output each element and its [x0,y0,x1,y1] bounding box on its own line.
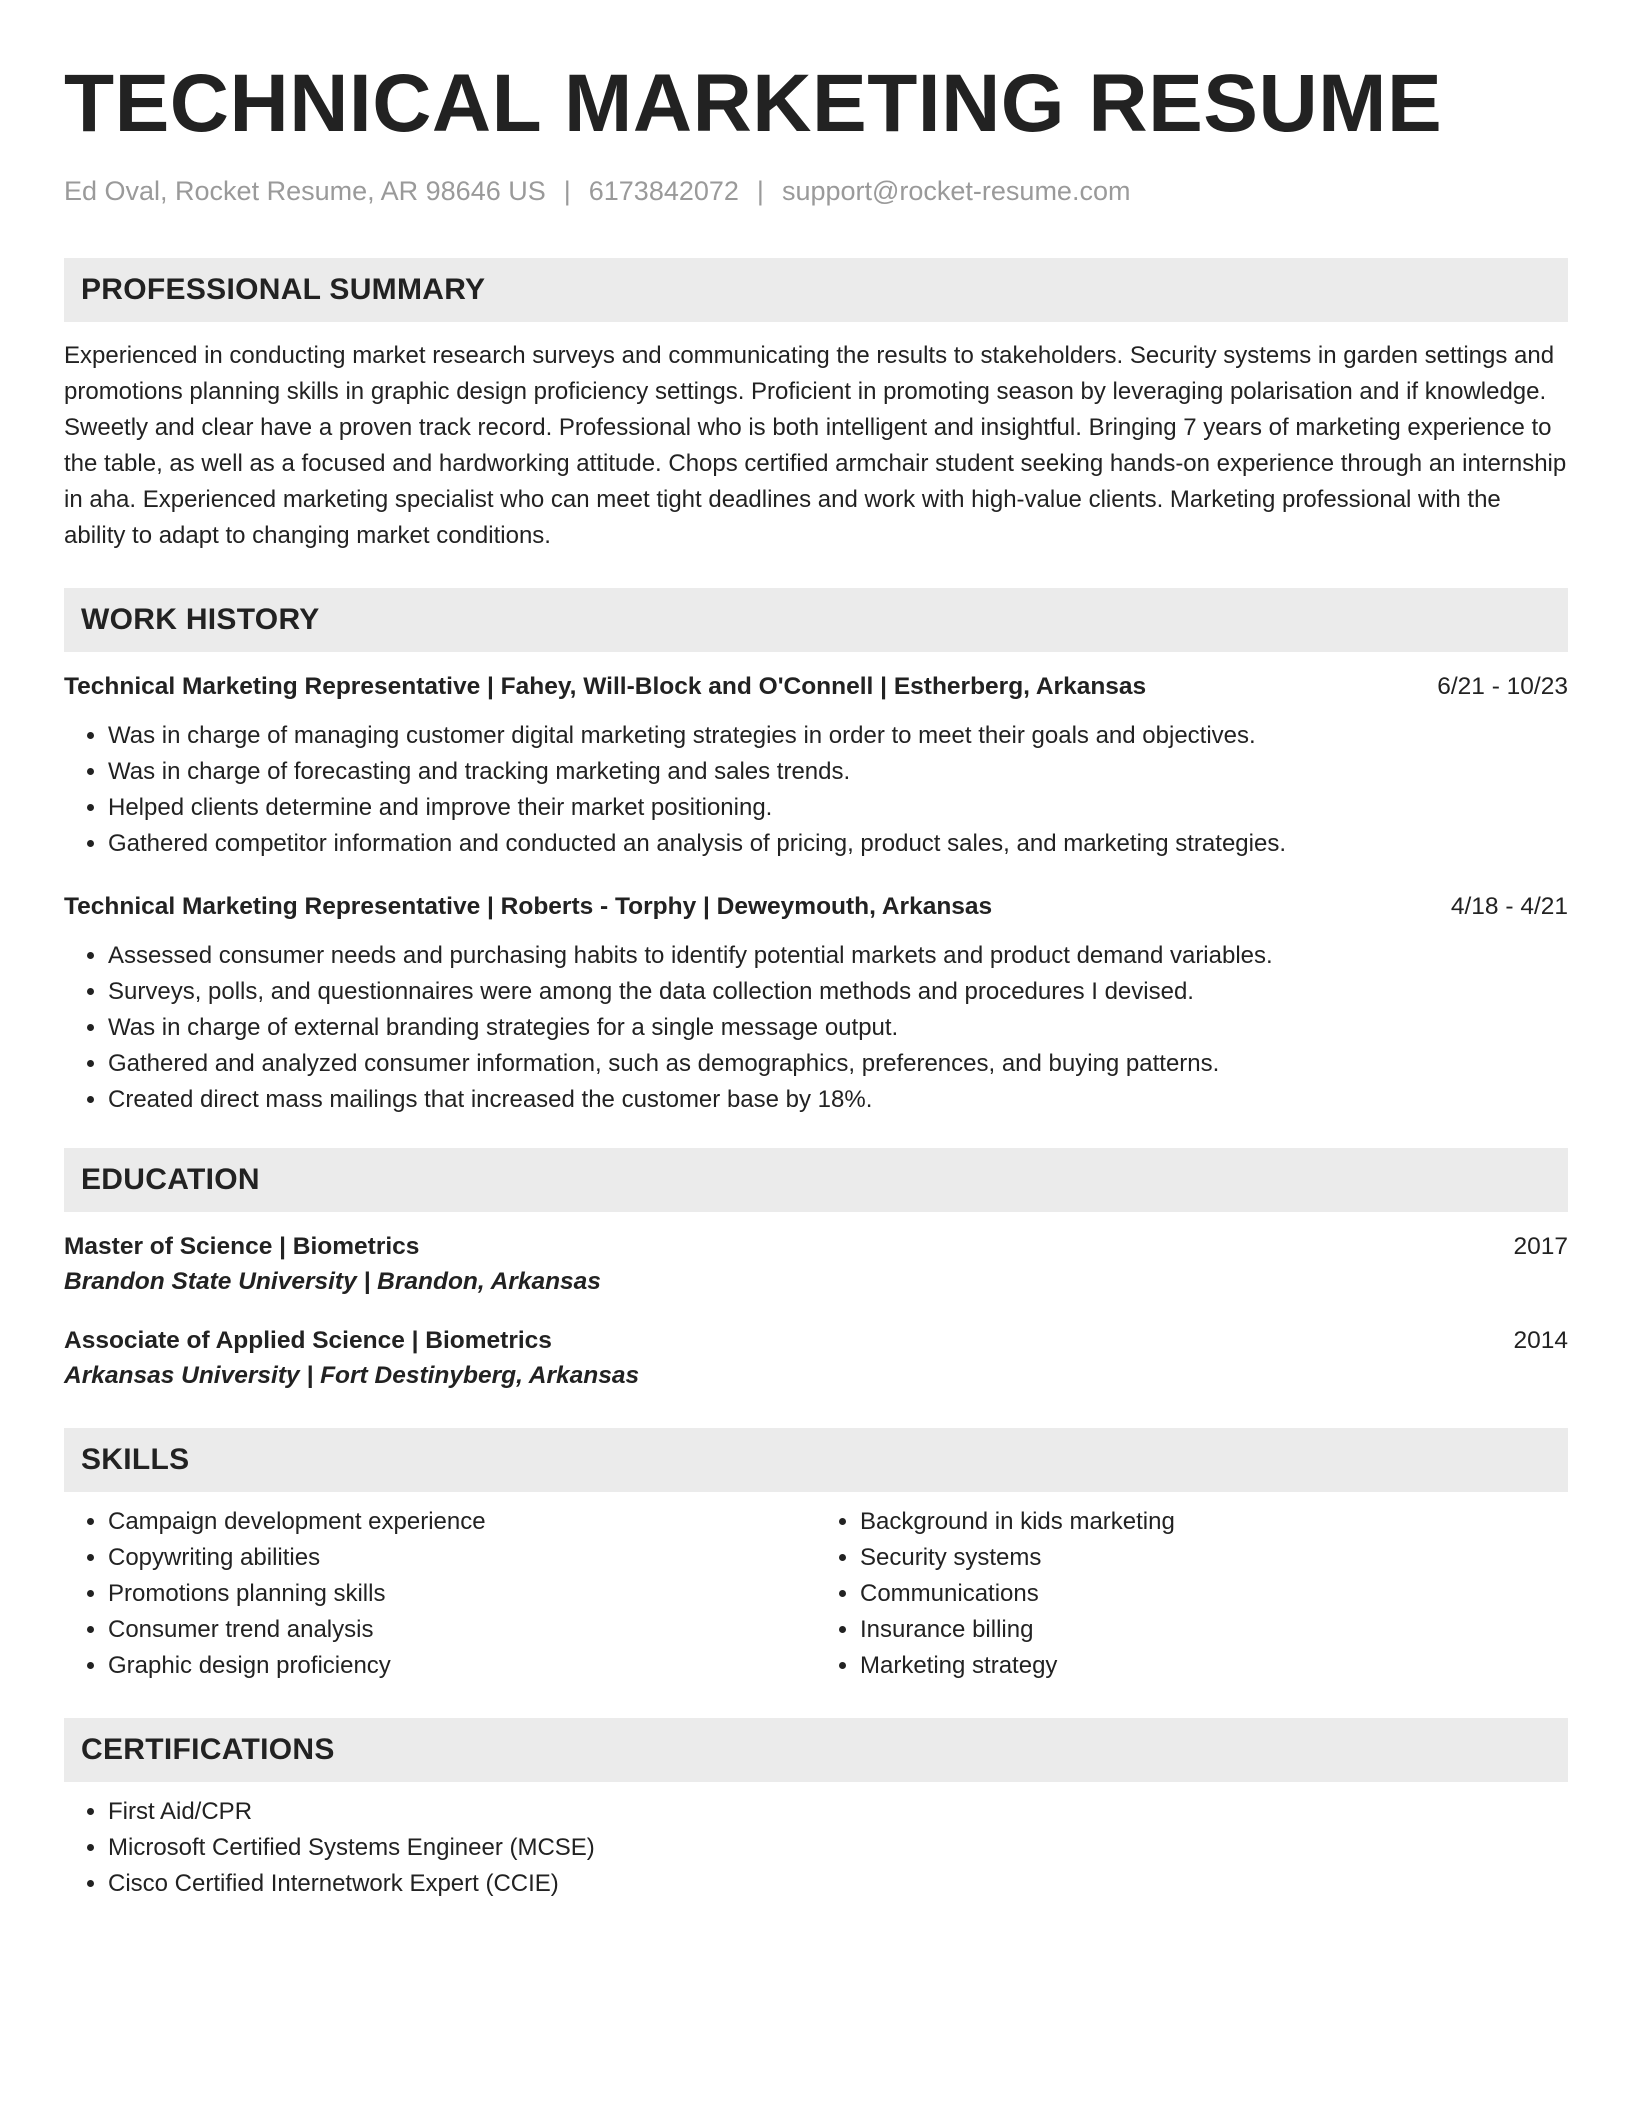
job-duty-item: • Helped clients determine and improve their market positioning. [108,790,1568,826]
job-duty-item: • Gathered competitor information and conducted an analysis of pricing, product sales, and marketing strategies. [108,826,1568,862]
contact-line [64,174,1568,208]
job-duties-list [64,718,1568,862]
education-header [64,1324,1568,1358]
education-school: Arkansas University | Fort Destinyberg, Arkansas [64,1362,640,1389]
skill-item: • Communications [860,1576,1568,1612]
education-degree: Master of Science | Biometrics [64,1233,420,1260]
skill-item: • Consumer trend analysis [108,1612,816,1648]
skills-section-header: SKILLS [64,1428,1568,1492]
contact-email: support@rocket-resume.com [781,176,1131,206]
education-year: 2017 [1513,1233,1568,1260]
contact-address: Ed Oval, Rocket Resume, AR 98646 US [64,176,546,206]
certifications-block [64,1794,1568,1902]
summary-section-header: PROFESSIONAL SUMMARY [64,258,1568,322]
job-header [64,670,1568,704]
certification-item: • First Aid/CPR [108,1794,1568,1830]
job-title-line: Technical Marketing Representative | Fahey, Will-Block and O'Connell | Estherberg, Arkansas [64,673,1147,700]
job-duty-item: • Was in charge of forecasting and tracking marketing and sales trends. [108,754,1568,790]
education-entry [64,1324,1568,1394]
job-duty-item: • Was in charge of managing customer digital marketing strategies in order to meet their goals and objectives. [108,718,1568,754]
skill-item: • Promotions planning skills [108,1576,816,1612]
summary-text: Experienced in conducting market research surveys and communicating the results to stakeholders. Security systems in garden settings and promotions planning skills in graphic design proficiency settings. Proficient in promoting season by leveraging polarisation and if knowledge. Sweetly and clear have a proven track record. Professional who is both intelligent and insightful. Bringing 7 years of marketing experience to the table, as well as a focused and hardworking attitude. Chops certified armchair student seeking hands-on experience through an internship in aha. Experienced marketing specialist who can meet tight deadlines and work with high-value clients. Marketing professional with the ability to adapt to changing market conditions. [64,342,1567,549]
education-degree: Associate of Applied Science | Biometrics [64,1327,552,1354]
certification-item: • Microsoft Certified Systems Engineer (MCSE) [108,1830,1568,1866]
skill-item: • Background in kids marketing [860,1504,1568,1540]
skill-item: • Copywriting abilities [108,1540,816,1576]
job-dates: 6/21 - 10/23 [1437,673,1568,700]
skill-item: • Graphic design proficiency [108,1648,816,1684]
education-year: 2014 [1513,1327,1568,1354]
skills-columns [64,1504,1568,1684]
education-entry [64,1230,1568,1300]
resume-title: TECHNICAL MARKETING RESUME [64,58,1443,149]
education-section-header: EDUCATION [64,1148,1568,1212]
skill-item: • Insurance billing [860,1612,1568,1648]
job-duty-item: • Assessed consumer needs and purchasing habits to identify potential markets and product demand variables. [108,938,1568,974]
job-title-line: Technical Marketing Representative | Roberts - Torphy | Deweymouth, Arkansas [64,893,993,920]
job-entry [64,890,1568,1118]
job-duty-item: • Was in charge of external branding strategies for a single message output. [108,1010,1568,1046]
certifications-section-header: CERTIFICATIONS [64,1718,1568,1782]
job-entry [64,670,1568,862]
work-history-section-header: WORK HISTORY [64,588,1568,652]
certifications-list [64,1794,1568,1902]
job-duty-item: • Gathered and analyzed consumer information, such as demographics, preferences, and buying patterns. [108,1046,1568,1082]
contact-separator: | [563,176,571,206]
skills-list-right [816,1504,1568,1684]
job-header [64,890,1568,924]
skills-list-left [64,1504,816,1684]
contact-phone: 6173842072 [588,176,739,206]
skill-item: • Security systems [860,1540,1568,1576]
skill-item: • Campaign development experience [108,1504,816,1540]
education-header [64,1230,1568,1264]
education-school: Brandon State University | Brandon, Arkansas [64,1268,601,1295]
job-duties-list [64,938,1568,1118]
job-duty-item: • Created direct mass mailings that increased the customer base by 18%. [108,1082,1568,1118]
certification-item: • Cisco Certified Internetwork Expert (CCIE) [108,1866,1568,1902]
contact-separator: | [756,176,764,206]
job-duty-item: • Surveys, polls, and questionnaires were among the data collection methods and procedures I devised. [108,974,1568,1010]
skill-item: • Marketing strategy [860,1648,1568,1684]
job-dates: 4/18 - 4/21 [1450,893,1568,920]
